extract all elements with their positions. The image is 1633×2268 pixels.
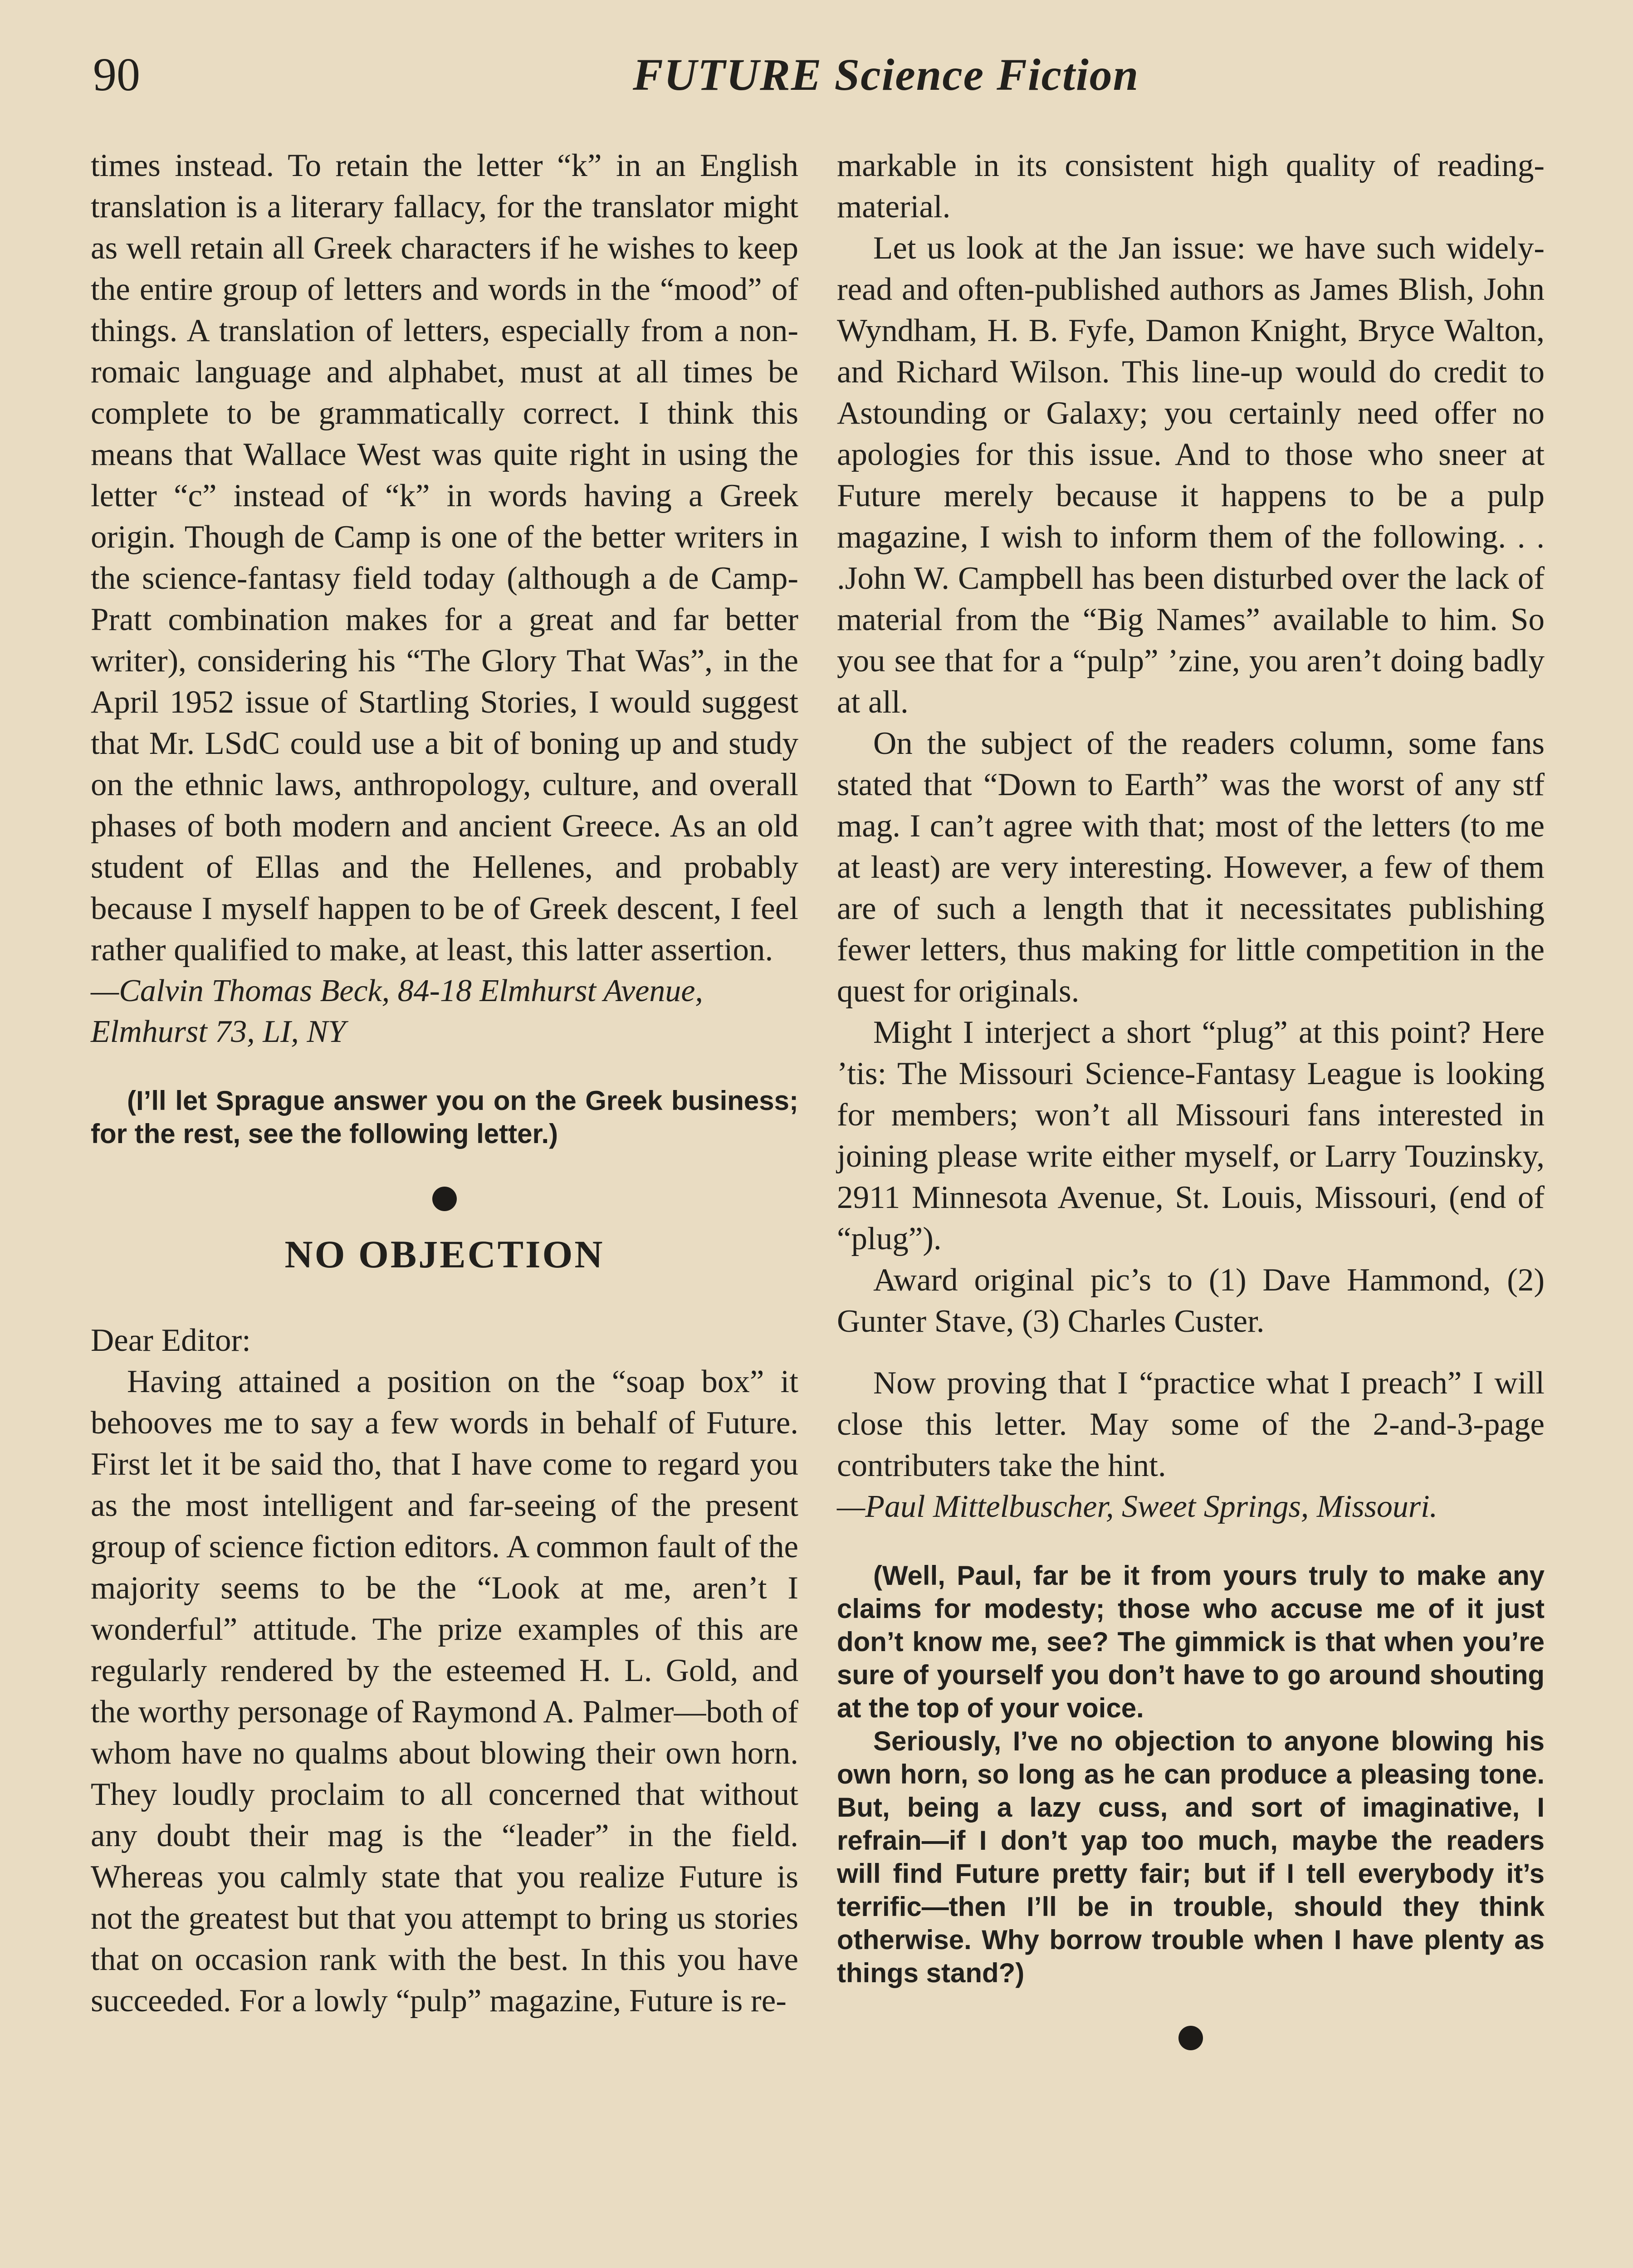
right-column	[837, 145, 1545, 2068]
letter-paragraph: Let us look at the Jan issue: we have such widely-read and often-published authors as James Blish, John Wyndham, H. B. Fyfe, Damon Knight, Bryce Walton, and Richard Wilson. This line-up would do credit to Astounding or Galaxy; you certainly need offer no apologies for this issue. And to those who sneer at Future merely because it happens to be a pulp magazine, I wish to inform them of the following. . . .John W. Campbell has been disturbed over the lack of material from the “Big Names” available to him. So you see that for a “pulp” ’zine, you aren’t doing badly at all.	[837, 230, 1545, 720]
page-number: 90	[93, 49, 140, 101]
running-title: FUTURE Science Fiction	[633, 49, 1139, 100]
letter-paragraph: Might I interject a short “plug” at this point? Here ’tis: The Missouri Science-Fantasy League is looking for members; won’t all Missouri fans interested in joining please write either myself, or Larry Touzinsky, 2911 Minnesota Avenue, St. Louis, Missouri, (end of “plug”).	[837, 1015, 1545, 1256]
letter-paragraph: Now proving that I “practice what I preach” I will close this letter. May some of the 2-and-3-page contributers take the hint.	[837, 1365, 1545, 1483]
left-column	[91, 145, 798, 2022]
letter-body-start: Having attained a position on the “soap box” it behooves me to say a few words in behalf of Future. First let it be said tho, that I have come to regard you as the most intelligent and far-seeing of the present group of science fiction editors. A common fault of the majority seems to be the “Look at me, aren’t I wonderful” attitude. The prize examples of this are regularly rendered by the esteemed H. L. Gold, and the worthy personage of Raymond A. Palmer—both of whom have no qualms about blowing their own horn. They loudly proclaim to all concerned that without any doubt their mag is the “leader” in the field. Whereas you calmly state that you realize Future is not the greatest but that you attempt to bring us stories that on occasion rank with the best. In this you have succeeded. For a lowly “pulp” magazine, Future is re-	[91, 1364, 798, 2019]
page-header	[93, 43, 1545, 111]
salutation: Dear Editor:	[91, 1323, 251, 1358]
letter-paragraph: markable in its consistent high quality of reading-material.	[837, 148, 1545, 225]
section-divider-bullet	[432, 1187, 457, 1211]
editor-reply: (Well, Paul, far be it from yours truly to make any claims for modesty; those who accuse me of it just don’t know me, see? The gimmick is that when you’re sure of yourself you don’t have to go around shouting at the top of your voice.	[837, 1560, 1545, 1723]
letter-continuation: times instead. To retain the letter “k” in an English translation is a literary fallacy, for the translator might as well retain all Greek characters if he wishes to keep the entire group of letters and words in the “mood” of things. A translation of letters, especially from a non-romaic language and alphabet, must at all times be complete to be grammatically correct. I think this means that Wallace West was quite right in using the letter “c” instead of “k” in words having a Greek origin. Though de Camp is one of the better writers in the science-fantasy field today (although a de Camp-Pratt combination makes for a great and far better writer), considering his “The Glory That Was”, in the April 1952 issue of Startling Stories, I would suggest that Mr. LSdC could use a bit of boning up and study on the ethnic laws, anthropology, culture, and overall phases of both modern and ancient Greece. As an old student of Ellas and the Hellenes, and probably because I myself happen to be of Greek descent, I feel rather qualified to make, at least, this latter assertion.	[91, 148, 798, 968]
letter-signature: —Paul Mittelbuscher, Sweet Springs, Missouri.	[837, 1489, 1438, 1524]
editor-reply: (I’ll let Sprague answer you on the Greek business; for the rest, see the following letter.)	[91, 1085, 798, 1149]
section-divider-bullet	[1178, 2026, 1203, 2050]
letter-paragraph: Award original pic’s to (1) Dave Hammond, (2) Gunter Stave, (3) Charles Custer.	[837, 1262, 1545, 1339]
section-title: NO OBJECTION	[284, 1232, 605, 1276]
letter-paragraph: On the subject of the readers column, some fans stated that “Down to Earth” was the worst of any stf mag. I can’t agree with that; most of the letters (to me at least) are very interesting. However, a few of them are of such a length that it necessitates publishing fewer letters, thus making for little competition in the quest for originals.	[837, 726, 1545, 1009]
letter-signature: —Calvin Thomas Beck, 84-18 Elmhurst Avenue, Elmhurst 73, LI, NY	[91, 973, 703, 1049]
editor-reply: Seriously, I’ve no objection to anyone blowing his own horn, so long as he can produce a pleasing tone. But, being a lazy cuss, and sort of imaginative, I refrain—if I don’t yap too much, maybe the readers will find Future pretty fair; but if I tell everybody it’s terrific—then I’ll be in trouble, should they think otherwise. Why borrow trouble when I have plenty as things stand?)	[837, 1726, 1545, 1988]
